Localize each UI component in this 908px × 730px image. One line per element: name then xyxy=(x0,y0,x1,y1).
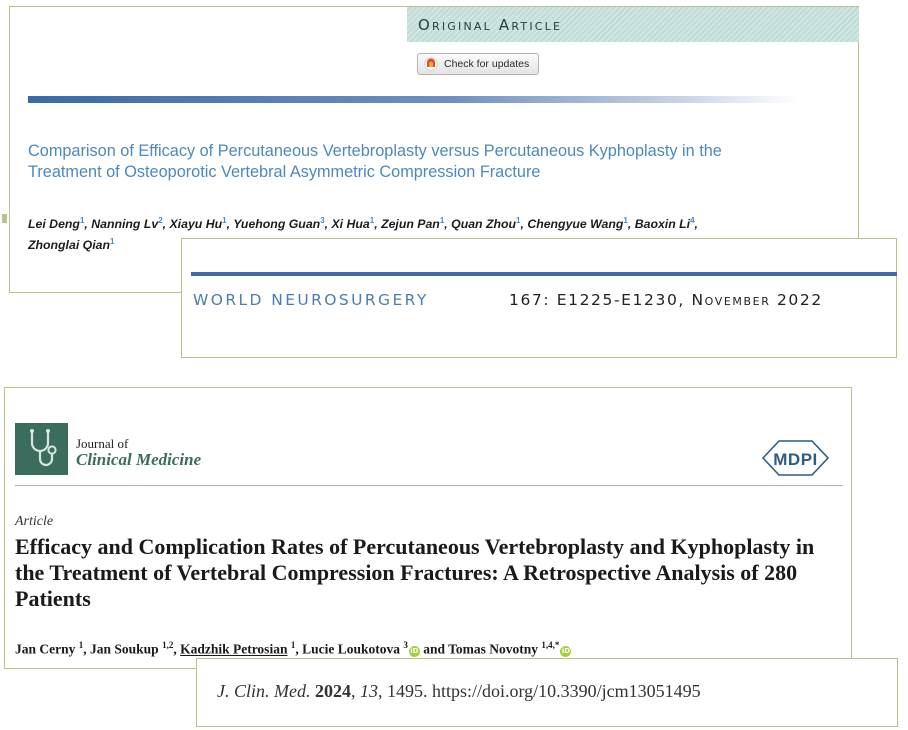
author-name: Chengyue Wang xyxy=(527,217,624,232)
author-affiliation: 1 xyxy=(516,216,521,225)
author-affiliation: 1 xyxy=(222,216,227,225)
author-list: Jan Cerny $^1$, Jan Soukup $^{1,2}$, Kadzhik Petrosian $^1$, Lucie Loukotova $^3$iD and Tomas Novotny $^{1,4,*}$iD xyxy=(15,640,571,657)
citation-details xyxy=(509,291,823,309)
author-name: Lei Deng xyxy=(28,217,80,232)
section-label: Original Article xyxy=(418,16,563,34)
article-number: 1495. xyxy=(386,681,428,701)
citation-rule xyxy=(191,272,897,276)
and-word: and xyxy=(423,641,445,657)
check-for-updates-button[interactable] xyxy=(417,53,539,75)
journal-abbrev: J. Clin. Med. xyxy=(217,681,311,701)
citation-line: J. Clin. Med. 2024, 13, 1495. https://doi.org/10.3390/jcm13051495 xyxy=(217,681,701,701)
author-affiliation: 1 xyxy=(439,216,445,225)
author-name[interactable]: Kadzhik Petrosian xyxy=(180,641,288,657)
publication-date: November 2022 xyxy=(691,291,823,309)
publication-year: 2024 xyxy=(314,681,351,701)
author-name: Baoxin Li xyxy=(634,217,691,232)
author-affiliation: 3 xyxy=(403,640,408,650)
author-name: Jan Soukup xyxy=(90,641,159,657)
author-affiliation: 1 xyxy=(79,216,85,225)
check-for-updates-label: Check for updates xyxy=(444,58,530,70)
author-affiliation: 4 xyxy=(690,216,695,225)
journal-title xyxy=(76,437,201,467)
jcm-citation xyxy=(196,658,898,727)
journal-name: WORLD NEUROSURGERY xyxy=(193,291,429,309)
author-affiliation: 1 xyxy=(78,640,84,650)
journal-prefix: Journal of xyxy=(76,436,129,451)
author-name: Tomas Novotny xyxy=(448,641,539,657)
journal-name: Clinical Medicine xyxy=(76,450,202,469)
author-affiliation: 1,4,* xyxy=(541,640,560,650)
author-affiliation: 1,2 xyxy=(162,640,174,650)
author-affiliation: 1 xyxy=(369,216,375,225)
orcid-icon[interactable]: iD xyxy=(410,646,419,655)
author-affiliation: 1 xyxy=(290,640,296,650)
article-title: Comparison of Efficacy of Percutaneous Vertebroplasty versus Percutaneous Kyphoplasty in the Treatment of Osteoporotic Vertebral Asymmetric Compression Fracture xyxy=(28,142,722,181)
article-title: Efficacy and Complication Rates of Percutaneous Vertebroplasty and Kyphoplasty in the Treatment of Vertebral Compression Fractures: A Retrospective Analysis of 280 Patients xyxy=(15,534,815,611)
author-name: Xi Hua xyxy=(331,217,370,232)
author-name: Nanning Lv xyxy=(91,217,159,232)
author-name: Xiayu Hu xyxy=(169,217,223,232)
author-affiliation: 3 xyxy=(320,216,325,225)
check-updates-icon xyxy=(424,57,438,71)
header-divider xyxy=(15,485,843,486)
doi-link[interactable]: https://doi.org/10.3390/jcm13051495 xyxy=(431,681,701,701)
author-affiliation: 1 xyxy=(623,216,628,225)
author-name: Zejun Pan xyxy=(381,217,440,232)
mdpi-logo xyxy=(761,438,830,478)
jcm-article-header xyxy=(4,387,852,669)
author-name: Yuehong Guan xyxy=(233,217,321,232)
volume-pages: 167: E1225-E1230, xyxy=(509,291,685,309)
orcid-icon[interactable]: iD xyxy=(561,646,571,655)
author-name: Quan Zhou xyxy=(451,217,517,232)
author-name: Lucie Loukotova xyxy=(302,641,400,657)
header-rule xyxy=(28,96,798,103)
author-affiliation: 2 xyxy=(158,216,163,225)
author-affiliation: 1 xyxy=(109,237,115,247)
author-name: Zhonglai Qian xyxy=(28,238,110,253)
neurosurgery-citation xyxy=(181,238,897,358)
stethoscope-logo xyxy=(15,423,68,475)
margin-marker xyxy=(2,214,7,223)
author-name: Jan Cerny xyxy=(15,641,76,657)
stethoscope-icon xyxy=(22,427,62,471)
author-list: Lei Deng$^1$, Nanning Lv$^2$, Xiayu Hu$^1$, Yuehong Guan$^3$, Xi Hua$^1$, Zejun Pan$^1$, Quan Zhou$^1$, Chengyue Wang$^1$, Baoxin Li$^4$, Zhonglai Qian$^1$ xyxy=(28,216,698,253)
volume: 13 xyxy=(359,681,378,701)
publisher-name: MDPI xyxy=(773,450,818,469)
article-type: Article xyxy=(15,514,54,529)
